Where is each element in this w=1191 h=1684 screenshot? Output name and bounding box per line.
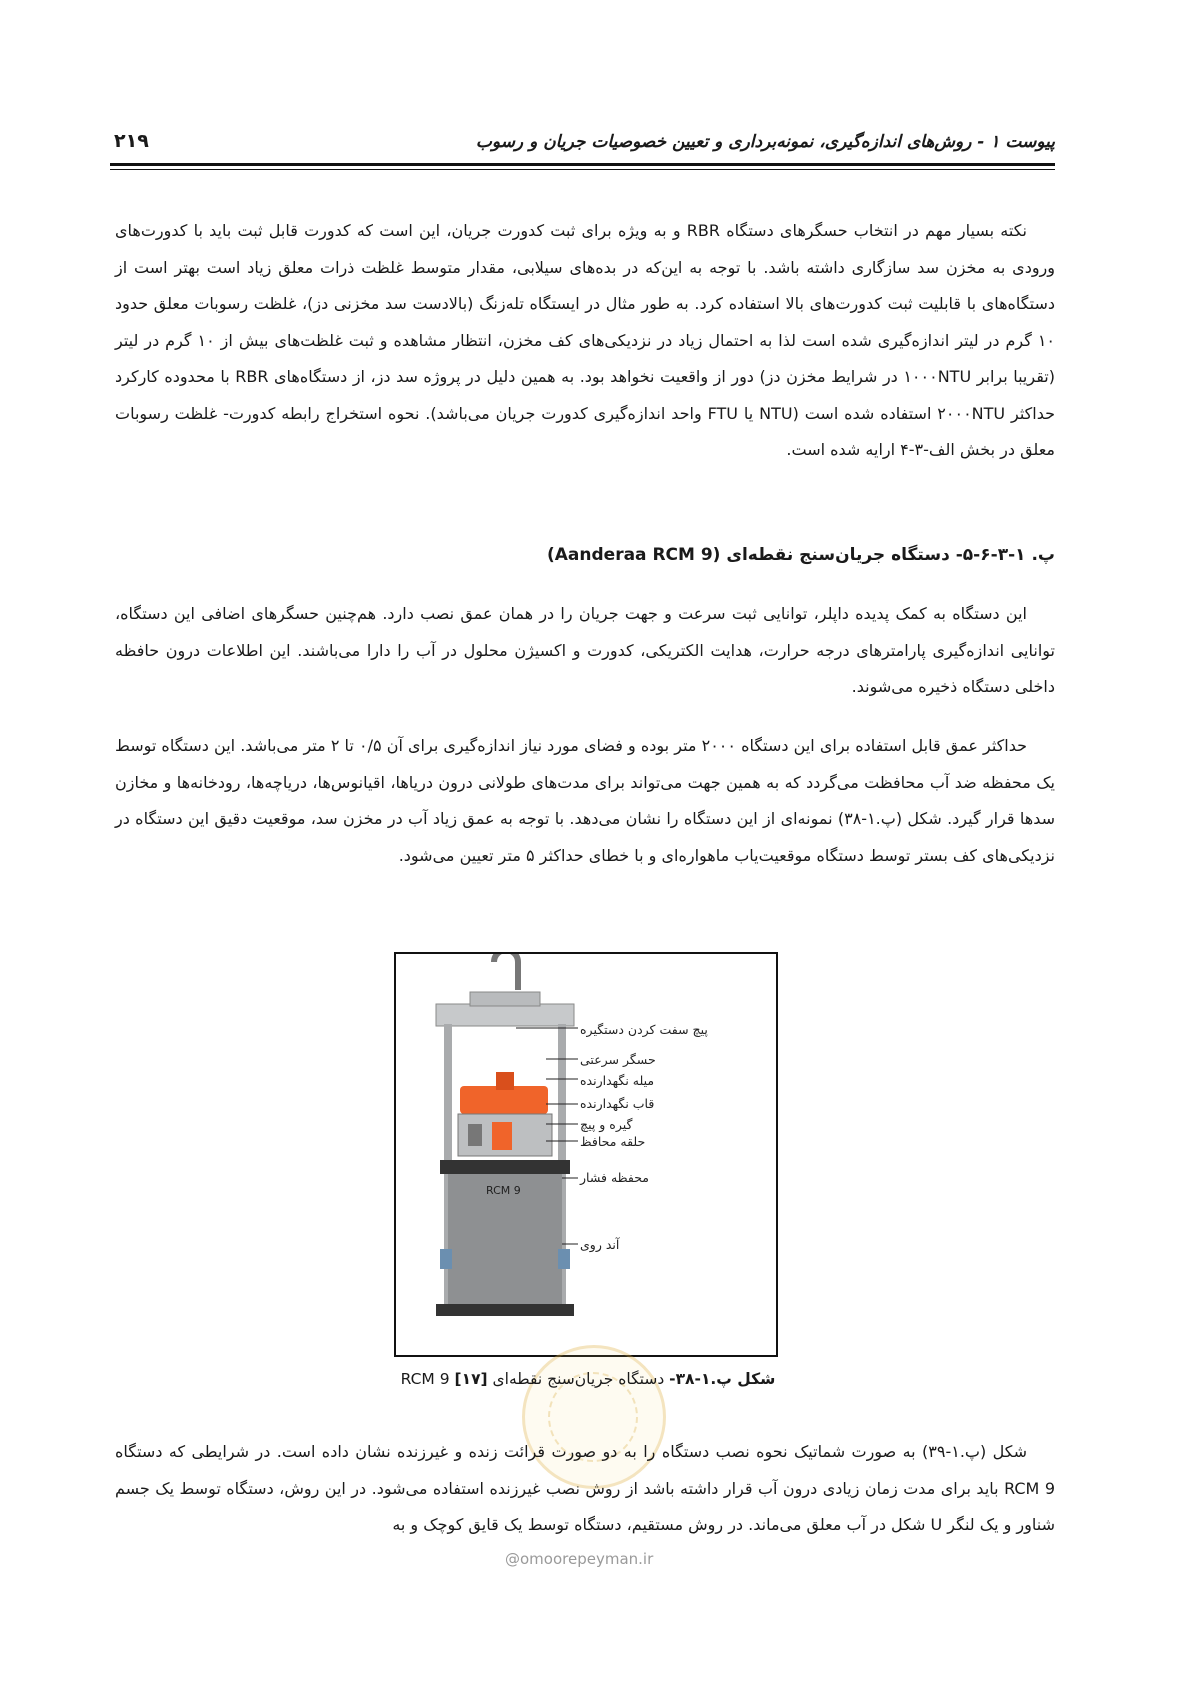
protection-ring: [440, 1160, 570, 1174]
paragraph-rbr-turbidity: نکته بسیار مهم در انتخاب حسگرهای دستگاه RBR و به ویژه برای ثبت کدورت جریان، این است که کدورت قابل ثبت باید با کدورت‌های ورودی به مخزن سد سازگاری داشته باشد. با توجه به این‌که در بده‌های سیلابی، مقدار متوسط غلظت ذرات معلق زیاد است بهتر است از دستگاه‌های با قابلیت ثبت کدورت‌های بالا استفاده کرد. به طور مثال در ایستگاه تله‌زنگ (بالادست سد مخزنی دز)، غلظت رسوبات معلق حدود ۱۰ گرم در لیتر اندازه‌گیری شده است لذا به احتمال زیاد در نزدیکی‌های کف مخزن، انتظار مشاهده و ثبت غلظت‌های بیش از ۱۰ گرم در لیتر (تقریبا برابر ۱۰۰۰NTU در شرایط مخزن دز) دور از واقعیت نخواهد بود. به همین دلیل در پروژه سد دز، از دستگاه‌های RBR با محدوده کارکرد حداکثر ۲۰۰۰NTU استفاده شده است (NTU یا FTU واحد اندازه‌گیری کدورت جریان می‌باشد). نحوه استخراج رابطه کدورت- غلظت رسوبات معلق در بخش الف-۳-۴ ارایه شده است.: [115, 221, 1056, 459]
top-cap-plate: [436, 1004, 574, 1026]
caption-reference: [۱۷]: [454, 1370, 488, 1388]
figure-label-holder-frame: قاب نگهدارنده: [580, 1096, 655, 1111]
section-heading: پ. ۱-۳-۶-۵- دستگاه جریان‌سنج نقطه‌ای (Aanderaa RCM 9): [546, 545, 1055, 565]
figure-label-support-rod: میله نگهدارنده: [580, 1073, 655, 1088]
speed-sensor: [460, 1086, 548, 1114]
figure-label-handle-screw: پیچ سفت کردن دستگیره: [580, 1022, 708, 1037]
figure-label-pressure-housing: محفظه فشار: [580, 1170, 649, 1185]
figure-label-clamp-screw: گیره و پیچ: [580, 1117, 633, 1132]
page-number: ۲۱۹: [114, 130, 149, 152]
figure-label-protection-ring: حلقه محافظ: [580, 1134, 646, 1149]
figure-label-zinc-anode: آند روی: [580, 1237, 620, 1252]
figure-label-speed-sensor: حسگر سرعتی: [580, 1052, 656, 1067]
running-title: پیوست ۱ - روش‌های اندازه‌گیری، نمونه‌برداری و تعیین خصوصیات جریان و رسوب: [475, 132, 1055, 152]
watermark-text: @omoorepeyman.ir: [505, 1550, 654, 1568]
zinc-anode-right: [558, 1249, 570, 1269]
caption-prefix: شکل پ.۱-۳۸-: [669, 1370, 776, 1388]
figure-frame: [394, 952, 778, 1357]
rcm9-device-image: [396, 954, 776, 1355]
hook-ring: [494, 954, 518, 990]
paragraph-installation: شکل (پ.۱-۳۹) به صورت شماتیک نحوه نصب دستگاه را به دو صورت قرائت زنده و غیرزنده نشان داده است. در شرایطی که دستگاه RCM 9 باید برای مدت زمان زیادی درون آب قرار داشته باشد از روش نصب غیرزنده استفاده می‌شود. در این روش، دستگاه توسط یک جسم شناور و یک لنگر U شکل در آب معلق می‌ماند. در روش مستقیم، دستگاه توسط یک قایق کوچک و به: [115, 1442, 1055, 1534]
device-text: RCM 9: [486, 1184, 521, 1197]
figure-caption: [383, 1370, 793, 1388]
paragraph-doppler: این دستگاه به کمک پدیده داپلر، توانایی ثبت سرعت و جهت جریان را در همان عمق نصب دارد. هم‌چنین حسگرهای اضافی این دستگاه، توانایی اندازه‌گیری پارامترهای درجه حرارت، هدایت الکتریکی، کدورت و اکسیژن محلول در آب را دارا می‌باشند. این اطلاعات درون حافظه داخلی دستگاه ذخیره می‌شوند.: [115, 604, 1055, 696]
zinc-anode-left: [440, 1249, 452, 1269]
caption-title: دستگاه جریان‌سنج نقطه‌ای RCM 9: [400, 1370, 665, 1388]
header-rule-thick: [110, 163, 1055, 166]
bottom-ring: [436, 1304, 574, 1316]
header-rule-thin: [110, 169, 1055, 170]
paragraph-depth: حداکثر عمق قابل استفاده برای این دستگاه ۲۰۰۰ متر بوده و فضای مورد نیاز اندازه‌گیری برای آن ۰/۵ تا ۲ متر می‌باشد. این دستگاه توسط یک محفظه ضد آب محافظت می‌گردد که به همین جهت می‌تواند برای مدت‌های طولانی درون دریاها، اقیانوس‌ها، دریاچه‌ها، رودخانه‌ها و مخازن سدها قرار گیرد. شکل (پ.۱-۳۸) نمونه‌ای از این دستگاه را نشان می‌دهد. با توجه به عمق زیاد آب در مخزن سد، موقعیت دقیق این دستگاه در نزدیکی‌های کف بستر توسط دستگاه موقعیت‌یاب ماهواره‌ای و با خطای حداکثر ۵ متر تعیین می‌شود.: [115, 736, 1056, 865]
page-header: [110, 128, 1055, 158]
